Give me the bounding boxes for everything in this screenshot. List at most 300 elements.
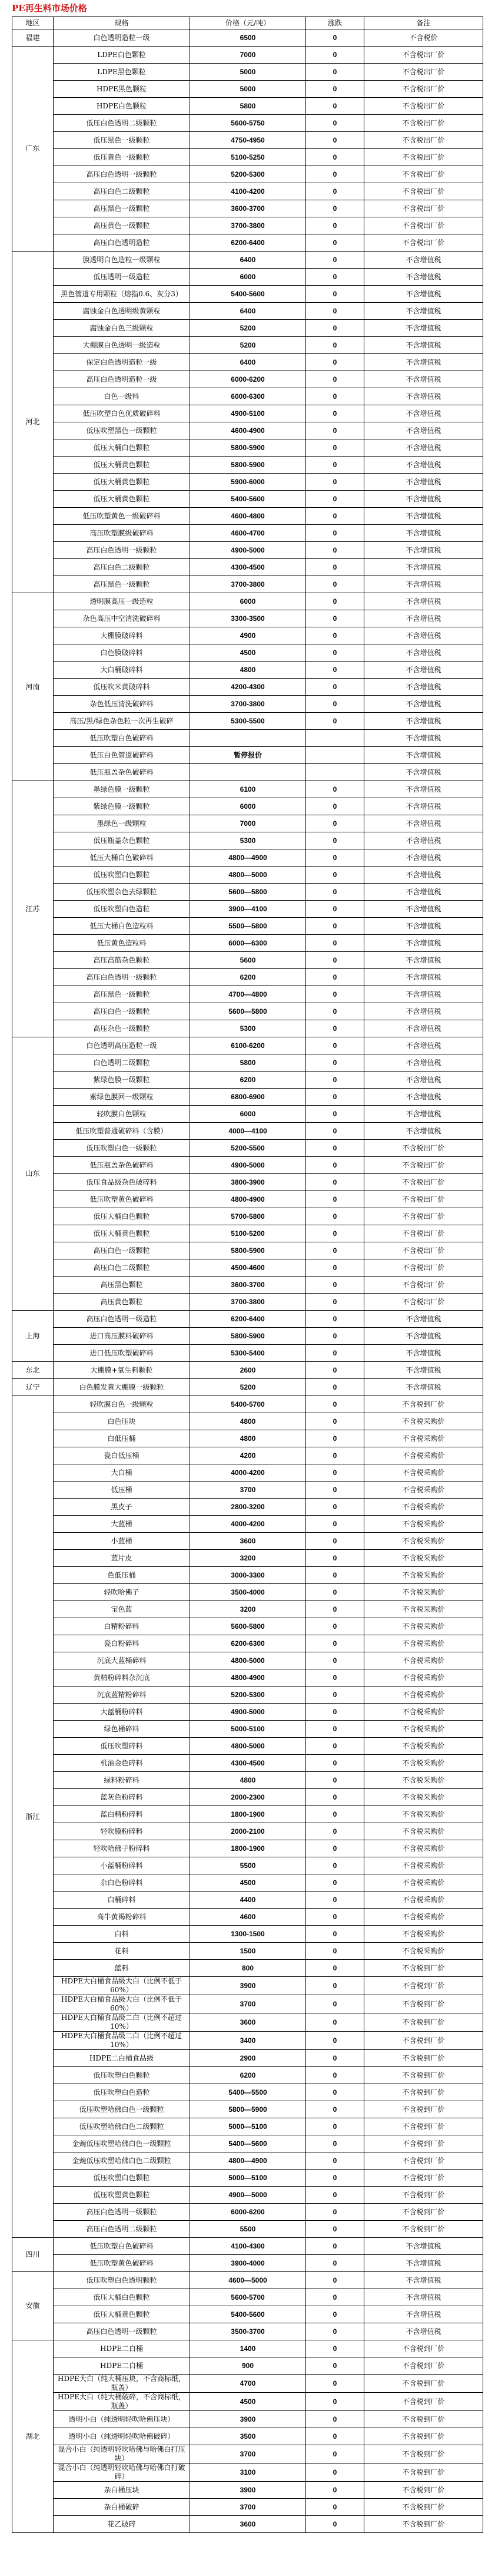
change-cell: 0 <box>306 1072 364 1089</box>
change-cell: 0 <box>306 1601 364 1618</box>
name-cell: 蓝灰色粉碎料 <box>54 1789 190 1806</box>
name-cell: 高压黄色颗粒 <box>54 1294 190 1311</box>
note-cell: 不含增值税 <box>364 798 483 815</box>
note-cell: 不含税出厂价 <box>364 1225 483 1242</box>
table-row <box>12 576 483 593</box>
note-cell: 不含税出厂价 <box>364 1208 483 1225</box>
name-cell: HDPE大白桶食品级二白（比例不超过10%） <box>54 2032 190 2050</box>
name-cell: HDPE白色颗粒 <box>54 98 190 115</box>
note-cell: 不含增值税 <box>364 662 483 679</box>
table-row <box>12 354 483 371</box>
note-cell: 不含税价 <box>364 29 483 47</box>
change-cell: 0 <box>306 2411 364 2428</box>
price-cell: 3900-4000 <box>190 2255 306 2272</box>
change-cell: 0 <box>306 1857 364 1874</box>
table-row <box>12 1174 483 1191</box>
change-cell: 0 <box>306 679 364 696</box>
name-cell: 机油金色碎料 <box>54 1755 190 1772</box>
table-row <box>12 2118 483 2135</box>
table-row <box>12 559 483 576</box>
note-cell: 不含增值税 <box>364 1345 483 1362</box>
name-cell: 紫绿色膜一级颗粒 <box>54 1072 190 1089</box>
change-cell: 0 <box>306 183 364 200</box>
note-cell: 不含税采购价 <box>364 1601 483 1618</box>
table-row <box>12 1892 483 1909</box>
note-cell: 不含税出厂价 <box>364 132 483 149</box>
name-cell: 高压黄色一级颗粒 <box>54 217 190 234</box>
table-row <box>12 1294 483 1311</box>
table-row <box>12 2357 483 2375</box>
note-cell: 不含税到厂价 <box>364 2118 483 2135</box>
name-cell: 低压桶 <box>54 1482 190 1499</box>
note-cell: 不含增值税 <box>364 1089 483 1106</box>
change-cell: 0 <box>306 952 364 969</box>
price-cell: 4400 <box>190 1892 306 1909</box>
change-cell: 0 <box>306 1823 364 1840</box>
change-cell: 0 <box>306 1960 364 1977</box>
name-cell: 轻吹膜白色颗粒 <box>54 1106 190 1123</box>
price-cell: 5600—5800 <box>190 884 306 901</box>
price-cell: 5000—5100 <box>190 2118 306 2135</box>
note-cell: 不含税到厂价 <box>364 2357 483 2375</box>
price-cell: 3200 <box>190 1601 306 1618</box>
table-row <box>12 405 483 422</box>
region-cell: 江苏 <box>12 781 54 1037</box>
name-cell: 高压白色二级颗粒 <box>54 183 190 200</box>
region-cell: 上海 <box>12 1311 54 1362</box>
note-cell: 不含增值税 <box>364 1379 483 1396</box>
table-row <box>12 1704 483 1721</box>
price-cell: 1800-1900 <box>190 1840 306 1857</box>
change-cell: 0 <box>306 405 364 422</box>
name-cell: 瓷白低压桶 <box>54 1447 190 1464</box>
change-cell: 0 <box>306 2289 364 2306</box>
name-cell: 透明小白（纯透明轻吹哈佛压块） <box>54 2411 190 2428</box>
table-row <box>12 696 483 713</box>
change-cell: 0 <box>306 1499 364 1516</box>
change-cell: 0 <box>306 234 364 252</box>
price-cell: 1500 <box>190 1943 306 1960</box>
note-cell: 不含税出厂价 <box>364 115 483 132</box>
name-cell: 沉底大蓝桶碎料 <box>54 1652 190 1669</box>
price-cell: 3100 <box>190 2463 306 2482</box>
price-cell: 1800-1900 <box>190 1806 306 1823</box>
note-cell: 不含税采购价 <box>364 1789 483 1806</box>
price-cell: 4800 <box>190 1772 306 1789</box>
change-cell: 0 <box>306 1328 364 1345</box>
table-row <box>12 1806 483 1823</box>
name-cell: 低压吹塑白色透明颗粒 <box>54 2272 190 2289</box>
change-cell: 0 <box>306 1635 364 1652</box>
price-cell <box>190 764 306 781</box>
name-cell: 小蓝桶 <box>54 1533 190 1550</box>
note-cell: 不含税采购价 <box>364 1652 483 1669</box>
change-cell: 0 <box>306 1447 364 1464</box>
note-cell: 不含增值税 <box>364 337 483 354</box>
table-row <box>12 1874 483 1892</box>
name-cell: 白色透明造粒一级 <box>54 29 190 47</box>
name-cell: 轻吹哈佛子 <box>54 1584 190 1601</box>
table-row <box>12 1037 483 1054</box>
note-cell: 不含税到厂价 <box>364 2067 483 2084</box>
note-cell: 不含增值税 <box>364 935 483 952</box>
price-cell: 5800-5900 <box>190 439 306 457</box>
note-cell: 不含税采购价 <box>364 1874 483 1892</box>
change-cell: 0 <box>306 1157 364 1174</box>
name-cell: 低压吹米黄破碎料 <box>54 679 190 696</box>
note-cell: 不含税到厂价 <box>364 2499 483 2516</box>
name-cell: 大棚膜白色透明一级造粒 <box>54 337 190 354</box>
name-cell: 腐蚀金白色透明级黄颗粒 <box>54 303 190 320</box>
price-cell: 4700—4800 <box>190 986 306 1003</box>
name-cell: 低压瓶盖杂色颗粒 <box>54 832 190 849</box>
note-cell: 不含税到厂价 <box>364 1396 483 1413</box>
note-cell: 不含税采购价 <box>364 1618 483 1635</box>
change-cell: 0 <box>306 2428 364 2445</box>
name-cell: HDPE大白桶食品级大白（比例不低于60%） <box>54 1995 190 2013</box>
table-row <box>12 2050 483 2067</box>
note-cell: 不含税采购价 <box>364 1755 483 1772</box>
table-row <box>12 1584 483 1601</box>
name-cell: 膜透明白色造粒一级颗粒 <box>54 252 190 269</box>
price-cell: 6400 <box>190 354 306 371</box>
table-row <box>12 884 483 901</box>
change-cell: 0 <box>306 935 364 952</box>
note-cell: 不含税到厂价 <box>364 1960 483 1977</box>
table-row <box>12 234 483 252</box>
name-cell: 低压大桶黄色颗粒 <box>54 457 190 474</box>
change-cell: 0 <box>306 713 364 730</box>
change-cell: 0 <box>306 2445 364 2463</box>
name-cell: 高压高筋杂色颗粒 <box>54 952 190 969</box>
change-cell: 0 <box>306 1311 364 1328</box>
table-row <box>12 1362 483 1379</box>
note-cell: 不含增值税 <box>364 2306 483 2323</box>
price-cell: 3600-3700 <box>190 200 306 217</box>
change-cell: 0 <box>306 132 364 149</box>
note-cell: 不含增值税 <box>364 832 483 849</box>
note-cell: 不含税到厂价 <box>364 2032 483 2050</box>
change-cell: 0 <box>306 2463 364 2482</box>
name-cell: 杂白色粉碎料 <box>54 1874 190 1892</box>
table-row <box>12 1123 483 1140</box>
price-cell: 5500 <box>190 2221 306 2238</box>
note-cell: 不含税出厂价 <box>364 81 483 98</box>
change-cell: 0 <box>306 559 364 576</box>
note-cell: 不含税到厂价 <box>364 2516 483 2533</box>
price-cell: 5700-5800 <box>190 1208 306 1225</box>
price-cell: 6000—6300 <box>190 935 306 952</box>
name-cell: 低压吹塑黄色破碎料 <box>54 2255 190 2272</box>
name-cell: 墨绿色膜一级颗粒 <box>54 781 190 798</box>
table-row <box>12 200 483 217</box>
table-row <box>12 2375 483 2393</box>
change-cell: 0 <box>306 1874 364 1892</box>
price-cell: 3500-4000 <box>190 1584 306 1601</box>
table-row <box>12 1157 483 1174</box>
note-cell: 不含税到厂价 <box>364 2135 483 2152</box>
price-cell: 5300-5400 <box>190 1345 306 1362</box>
table-row <box>12 1482 483 1499</box>
name-cell: 高压白色透明一级颗粒 <box>54 2323 190 2340</box>
change-cell: 0 <box>306 1123 364 1140</box>
table-row <box>12 1857 483 1874</box>
table-row <box>12 2463 483 2482</box>
name-cell: 低压吹塑白色颗粒 <box>54 867 190 884</box>
name-cell: 花乙破碎 <box>54 2516 190 2533</box>
table-row <box>12 1635 483 1652</box>
table-row <box>12 217 483 234</box>
price-cell: 3700 <box>190 2499 306 2516</box>
table-row <box>12 730 483 747</box>
region-cell: 福建 <box>12 29 54 47</box>
note-cell: 不含增值税 <box>364 320 483 337</box>
note-cell: 不含税采购价 <box>364 1499 483 1516</box>
note-cell: 不含税出厂价 <box>364 1277 483 1294</box>
note-cell: 不含税到厂价 <box>364 2393 483 2411</box>
price-cell: 5000-5100 <box>190 1721 306 1738</box>
price-cell: 5800 <box>190 98 306 115</box>
price-table <box>12 16 483 2533</box>
name-cell: 白桶碎料 <box>54 1892 190 1909</box>
region-cell: 四川 <box>12 2238 54 2272</box>
price-cell: 5800-5900 <box>190 1242 306 1259</box>
price-cell: 4300-4500 <box>190 559 306 576</box>
name-cell: 低压吹塑黄色一级破碎料 <box>54 508 190 525</box>
change-cell: 0 <box>306 2187 364 2204</box>
name-cell: HDPE大白（纯大桶破碎，不含商标纸，瓶盖） <box>54 2393 190 2411</box>
note-cell: 不含税出厂价 <box>364 98 483 115</box>
name-cell: 低压吹塑白色颗粒 <box>54 2170 190 2187</box>
price-cell: 4800-4900 <box>190 1191 306 1208</box>
name-cell: 低压大桶黄色颗粒 <box>54 474 190 491</box>
table-row <box>12 2204 483 2221</box>
table-row <box>12 2393 483 2411</box>
table-row <box>12 1345 483 1362</box>
price-cell: 5500 <box>190 1857 306 1874</box>
note-cell: 不含税出厂价 <box>364 1294 483 1311</box>
change-cell: 0 <box>306 2204 364 2221</box>
note-cell: 不含税采购价 <box>364 1430 483 1447</box>
price-cell: 6000-6300 <box>190 388 306 405</box>
note-cell: 不含增值税 <box>364 252 483 269</box>
table-row <box>12 2170 483 2187</box>
name-cell: 高压杂色一级颗粒 <box>54 1020 190 1037</box>
name-cell: 混合小白（纯透明轻吹哈佛与哈佛白打压块） <box>54 2445 190 2463</box>
note-cell: 不含增值税 <box>364 781 483 798</box>
table-row <box>12 1447 483 1464</box>
change-cell: 0 <box>306 1840 364 1857</box>
table-row <box>12 662 483 679</box>
note-cell: 不含税采购价 <box>364 1550 483 1567</box>
price-cell: 3700 <box>190 2445 306 2463</box>
table-header-row <box>12 17 483 29</box>
name-cell: 紫绿色膜回一级颗粒 <box>54 1089 190 1106</box>
price-cell: 6200-6300 <box>190 1635 306 1652</box>
price-cell: 4900-5000 <box>190 1704 306 1721</box>
note-cell: 不含税到厂价 <box>364 2340 483 2357</box>
name-cell: 低压黑色一级颗粒 <box>54 132 190 149</box>
name-cell: 高压白色一级颗粒 <box>54 1242 190 1259</box>
note-cell: 不含增值税 <box>364 884 483 901</box>
name-cell: 高压白色透明一级颗粒 <box>54 969 190 986</box>
name-cell: 金豌低压吹塑哈佛白色一级颗粒 <box>54 2135 190 2152</box>
change-cell: 0 <box>306 1003 364 1020</box>
name-cell: 白料 <box>54 1926 190 1943</box>
price-cell: 1400 <box>190 2340 306 2357</box>
note-cell: 不含税到厂价 <box>364 2221 483 2238</box>
region-cell: 浙江 <box>12 1396 54 2238</box>
table-row <box>12 1089 483 1106</box>
table-row <box>12 1208 483 1225</box>
note-cell: 不含税采购价 <box>364 1464 483 1482</box>
table-row <box>12 1977 483 1995</box>
note-cell: 不含税出厂价 <box>364 149 483 166</box>
header-region: 地区 <box>12 17 54 29</box>
change-cell: 0 <box>306 508 364 525</box>
region-cell: 安徽 <box>12 2272 54 2340</box>
price-cell: 3600-3700 <box>190 1277 306 1294</box>
note-cell: 不含增值税 <box>364 696 483 713</box>
table-row <box>12 1191 483 1208</box>
price-cell: 4800 <box>190 662 306 679</box>
note-cell: 不含增值税 <box>364 508 483 525</box>
price-cell: 3200 <box>190 1550 306 1567</box>
note-cell: 不含增值税 <box>364 1106 483 1123</box>
change-cell: 0 <box>306 627 364 644</box>
change-cell: 0 <box>306 2013 364 2032</box>
note-cell: 不含增值税 <box>364 576 483 593</box>
price-cell: 4200-4300 <box>190 679 306 696</box>
change-cell: 0 <box>306 918 364 935</box>
region-cell: 河北 <box>12 252 54 593</box>
change-cell: 0 <box>306 2357 364 2375</box>
table-row <box>12 1430 483 1447</box>
table-row <box>12 969 483 986</box>
table-row <box>12 2255 483 2272</box>
table-row <box>12 1840 483 1857</box>
price-cell: 5300 <box>190 1020 306 1037</box>
note-cell: 不含税出厂价 <box>364 64 483 81</box>
note-cell: 不含增值税 <box>364 542 483 559</box>
table-row <box>12 2101 483 2118</box>
name-cell: 低压吹塑白色造粒 <box>54 901 190 918</box>
price-cell: 6200 <box>190 2067 306 2084</box>
table-row <box>12 867 483 884</box>
name-cell: LDPE白色颗粒 <box>54 47 190 64</box>
name-cell: 杂色低压清洗破碎料 <box>54 696 190 713</box>
price-cell: 4750-4950 <box>190 132 306 149</box>
change-cell: 0 <box>306 1106 364 1123</box>
change-cell: 0 <box>306 1704 364 1721</box>
change-cell: 0 <box>306 1772 364 1789</box>
note-cell: 不含税到厂价 <box>364 2084 483 2101</box>
name-cell: 白色压块 <box>54 1413 190 1430</box>
table-row <box>12 952 483 969</box>
table-body <box>12 29 483 2533</box>
table-row <box>12 2187 483 2204</box>
change-cell: 0 <box>306 354 364 371</box>
table-row <box>12 491 483 508</box>
table-row <box>12 1995 483 2013</box>
note-cell: 不含增值税 <box>364 2272 483 2289</box>
name-cell: 白低压桶 <box>54 1430 190 1447</box>
name-cell: 低压吹塑碎料 <box>54 1738 190 1755</box>
change-cell: 0 <box>306 1687 364 1704</box>
note-cell: 不含增值税 <box>364 1362 483 1379</box>
table-row <box>12 320 483 337</box>
name-cell: LDPE黑色颗粒 <box>54 64 190 81</box>
note-cell: 不含税采购价 <box>364 1840 483 1857</box>
price-cell: 4600-4800 <box>190 508 306 525</box>
change-cell: 0 <box>306 1089 364 1106</box>
change-cell: 0 <box>306 303 364 320</box>
note-cell: 不含税到厂价 <box>364 1995 483 2013</box>
table-row <box>12 2013 483 2032</box>
table-row <box>12 1311 483 1328</box>
note-cell: 不含增值税 <box>364 2238 483 2255</box>
name-cell: 低压大桶黄色颗粒 <box>54 2306 190 2323</box>
change-cell: 0 <box>306 832 364 849</box>
name-cell: 白色膜破碎料 <box>54 644 190 662</box>
name-cell: 高压白色透明二级颗粒 <box>54 2221 190 2238</box>
page-title: PE再生料市场价格 <box>12 3 87 14</box>
name-cell: 低压大桶黄色颗粒 <box>54 1225 190 1242</box>
name-cell: 高压白色二级颗粒 <box>54 559 190 576</box>
table-row <box>12 269 483 286</box>
table-row <box>12 2084 483 2101</box>
change-cell: 0 <box>306 166 364 183</box>
table-row <box>12 1755 483 1772</box>
price-cell: 5800-5900 <box>190 457 306 474</box>
change-cell: 0 <box>306 252 364 269</box>
name-cell: HDPE二白桶 <box>54 2357 190 2375</box>
change-cell: 0 <box>306 1977 364 1995</box>
name-cell: 花料 <box>54 1943 190 1960</box>
table-row <box>12 149 483 166</box>
note-cell: 不含税采购价 <box>364 1721 483 1738</box>
price-cell: 6200 <box>190 1072 306 1089</box>
note-cell: 不含税采购价 <box>364 1584 483 1601</box>
price-cell: 5100-5200 <box>190 1225 306 1242</box>
price-cell: 3900 <box>190 2411 306 2428</box>
table-row <box>12 439 483 457</box>
change-cell: 0 <box>306 610 364 627</box>
name-cell: 进口低压吹塑破碎料 <box>54 1345 190 1362</box>
note-cell: 不含增值税 <box>364 474 483 491</box>
table-row <box>12 1823 483 1840</box>
table-row <box>12 1721 483 1738</box>
price-cell: 4900-5100 <box>190 405 306 422</box>
name-cell: 宝色蓝 <box>54 1601 190 1618</box>
name-cell: 透明膜高压一级造粒 <box>54 593 190 610</box>
price-cell: 3600 <box>190 1533 306 1550</box>
note-cell: 不含增值税 <box>364 2323 483 2340</box>
price-cell: 6400 <box>190 303 306 320</box>
name-cell: 低压大桶白色破碎料 <box>54 849 190 867</box>
name-cell: 保定白色透明造粒一级 <box>54 354 190 371</box>
table-row <box>12 627 483 644</box>
change-cell: 0 <box>306 337 364 354</box>
change-cell: 0 <box>306 662 364 679</box>
name-cell: 黄精粉碎料杂沉底 <box>54 1669 190 1687</box>
name-cell: 小蓝桶粉碎料 <box>54 1857 190 1874</box>
table-row <box>12 1003 483 1020</box>
change-cell: 0 <box>306 1533 364 1550</box>
name-cell: 低压大桶白色造粒料 <box>54 918 190 935</box>
table-row <box>12 525 483 542</box>
note-cell: 不含税采购价 <box>364 1413 483 1430</box>
